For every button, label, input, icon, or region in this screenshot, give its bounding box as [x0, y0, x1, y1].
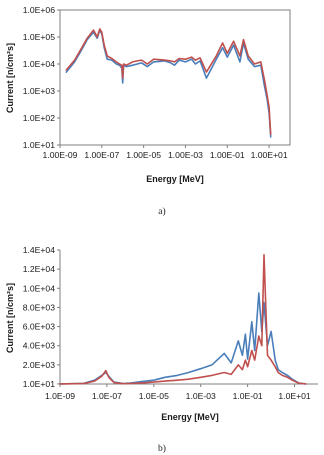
chart-a-caption: a): [158, 207, 166, 217]
y-tick-label: 1.0E+01: [22, 140, 55, 150]
chart-a: [5, 5, 290, 217]
chart-a-series: [66, 29, 270, 137]
series-line-red: [66, 29, 270, 134]
x-tick-label: 1.0E-01: [232, 391, 263, 401]
chart-b-x-ticks: [45, 384, 311, 401]
x-tick-label: 1.0E-09: [44, 391, 76, 401]
series-line-blue: [60, 293, 306, 384]
y-tick-label: 1.0E+05: [22, 32, 55, 42]
y-tick-label: 1.4E+04: [22, 245, 55, 255]
chart-b-series: [60, 255, 306, 384]
x-tick-label: 1.00E-03: [168, 150, 203, 160]
x-tick-label: 1.00E+01: [250, 150, 288, 160]
y-tick-label: 2.0E+03: [22, 359, 55, 370]
y-tick-label: 8.0E+03: [22, 302, 55, 313]
x-tick-label: 1.00E-07: [84, 150, 120, 160]
chart-a-x-axis-label: Energy [MeV]: [146, 174, 204, 184]
x-tick-label: 1.00E-09: [42, 150, 78, 160]
chart-b-x-axis-label: Energy [MeV]: [161, 412, 219, 422]
x-tick-label: 1.0E-05: [138, 391, 169, 401]
x-tick-label: 1.0E+01: [278, 391, 311, 401]
series-line-blue: [66, 30, 270, 137]
chart-b-plot-area: [60, 250, 318, 384]
x-tick-label: 1.00E-05: [126, 150, 162, 160]
chart-b-y-ticks: [23, 245, 60, 389]
y-tick-label: 1.0E+04: [22, 59, 55, 69]
y-tick-label: 4.0E+03: [22, 340, 55, 351]
x-tick-label: 1.0E-07: [91, 391, 122, 401]
chart-a-y-axis-label: Current [n/cm²s]: [5, 42, 15, 114]
y-tick-label: 1.0E+02: [22, 113, 55, 123]
chart-b-y-axis-label: Current [n/cm²s]: [5, 282, 15, 354]
x-tick-label: 1.0E-03: [185, 391, 216, 401]
y-tick-label: 1.0E+04: [22, 283, 55, 294]
chart-a-y-ticks: [23, 5, 60, 150]
x-tick-label: 1.00E-01: [209, 150, 245, 160]
series-line-red: [60, 255, 306, 384]
y-tick-label: 1.2E+04: [22, 264, 55, 275]
chart-b: [5, 245, 318, 454]
y-tick-label: 1.0E+06: [22, 5, 55, 15]
chart-a-x-ticks: [43, 145, 288, 160]
y-tick-label: 1.0E+03: [22, 86, 55, 96]
chart-b-caption: b): [158, 444, 166, 454]
chart-a-plot-area: [60, 10, 290, 145]
y-tick-label: 1.0E+01: [22, 378, 55, 389]
y-tick-label: 6.0E+03: [22, 321, 55, 332]
